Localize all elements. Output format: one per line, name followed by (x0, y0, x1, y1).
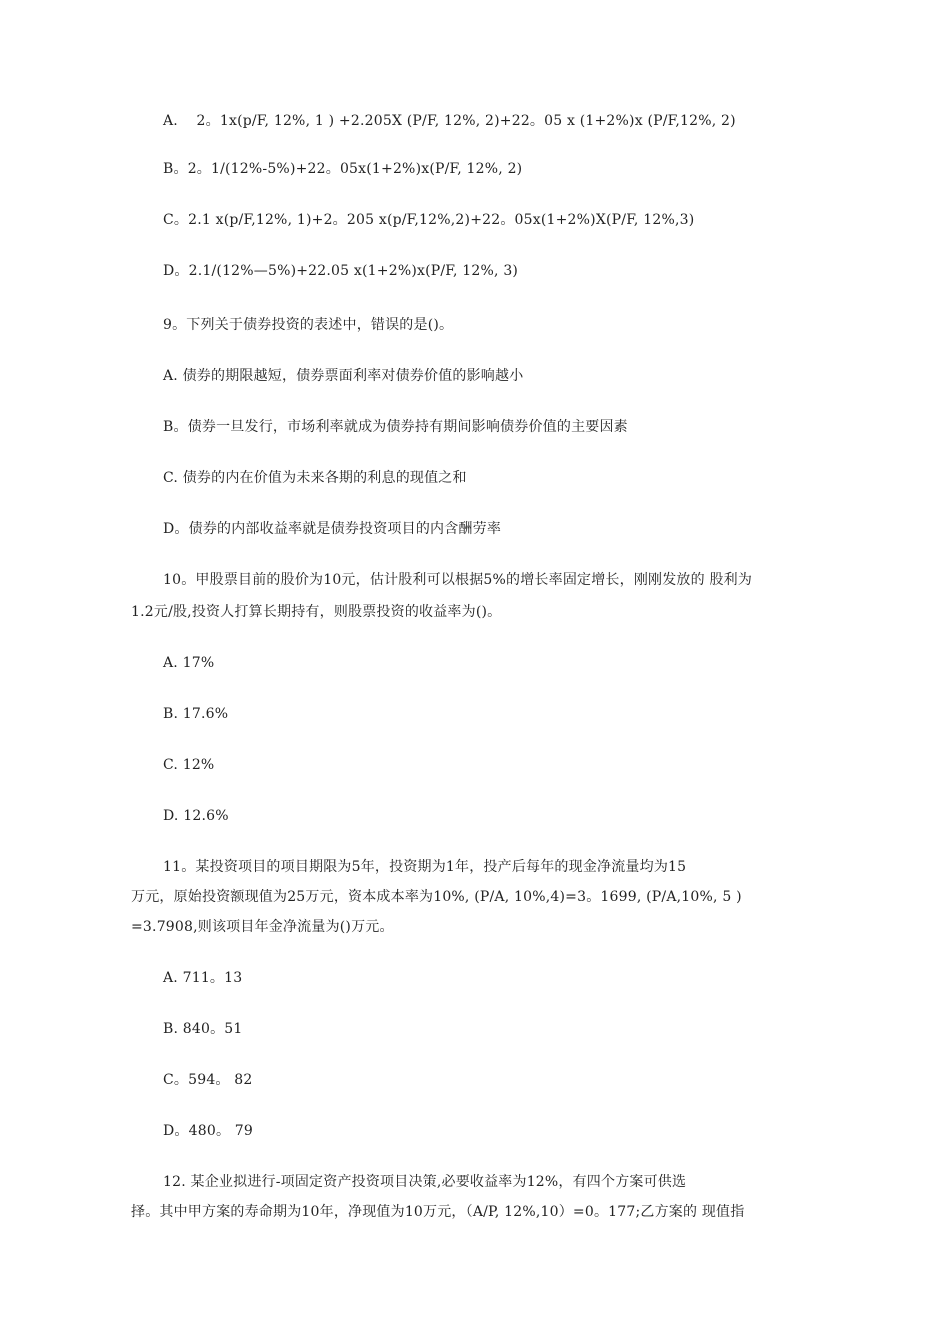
q10-stem-line2: 1.2元/股,投资人打算长期持有，则股票投资的收益率为()。 (131, 604, 502, 620)
q10-stem-line1: 10。甲股票目前的股价为10元，估计股利可以根据5%的增长率固定增长，刚刚发放的 股利为 (163, 572, 753, 588)
q11-stem-line1: 11。某投资项目的项目期限为5年，投资期为1年，投产后每年的现金净流量均为15 (163, 859, 687, 875)
q9-option-d: D。债券的内部收益率就是债券投资项目的内含酬劳率 (163, 521, 502, 537)
q8-option-b: B。2。1/(12%-5%)+22。05x(1+2%)x(P/F, 12%, 2) (163, 161, 523, 177)
q11-option-c: C。594。 82 (163, 1072, 253, 1088)
q10-option-b: B. 17.6% (163, 706, 229, 722)
q9-option-c: C. 债券的内在价值为未来各期的利息的现值之和 (163, 470, 467, 486)
q12-stem-line2: 择。其中甲方案的寿命期为10年，净现值为10万元，（A/P, 12%,10）=0。177;乙方案的 现值指 (131, 1204, 745, 1220)
q12-stem-line1: 12. 某企业拟进行-项固定资产投资项目决策,必要收益率为12%，有四个方案可供选 (163, 1174, 687, 1190)
q11-stem-line2: 万元，原始投资额现值为25万元，资本成本率为10%, (P/A, 10%,4)=3。1699, (P/A,10%, 5 ) (131, 889, 742, 905)
q11-option-d: D。480。 79 (163, 1123, 254, 1139)
q8-option-a: A. 2。1x(p/F, 12%, 1 ) +2.205X (P/F, 12%, 2)+22。05 x (1+2%)x (P/F,12%, 2) (163, 113, 736, 129)
q11-option-b: B. 840。51 (163, 1021, 243, 1037)
q9-option-a: A. 债券的期限越短，债券票面利率对债券价值的影响越小 (163, 368, 524, 384)
q10-option-d: D. 12.6% (163, 808, 229, 824)
q9-stem: 9。下列关于债券投资的表述中，错误的是()。 (163, 317, 454, 333)
q11-option-a: A. 711。13 (163, 970, 243, 986)
q8-option-d: D。2.1/(12%—5%)+22.05 x(1+2%)x(P/F, 12%, 3) (163, 263, 519, 279)
q10-option-a: A. 17% (163, 655, 215, 671)
q10-option-c: C. 12% (163, 757, 215, 773)
q11-stem-line3: =3.7908,则该项目年金净流量为()万元。 (131, 919, 394, 935)
q8-option-c: C。2.1 x(p/F,12%, 1)+2。205 x(p/F,12%,2)+22。05x(1+2%)X(P/F, 12%,3) (163, 212, 695, 228)
q9-option-b: B。债券一旦发行，市场利率就成为债券持有期间影响债券价值的主要因素 (163, 419, 628, 435)
